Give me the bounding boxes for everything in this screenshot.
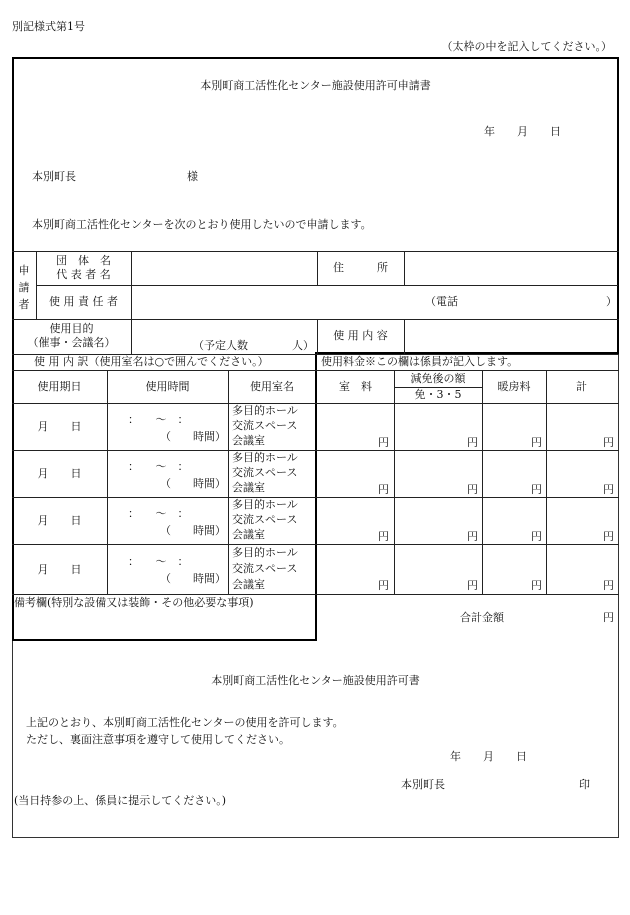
yen-unit: 円: [378, 579, 389, 592]
room-option[interactable]: 交流スペース: [232, 562, 298, 575]
col-heating: 暖房料: [497, 380, 531, 393]
purpose-label-line1: 使用目的: [49, 322, 94, 335]
yen-unit: 円: [378, 483, 389, 496]
honorific: 様: [187, 170, 198, 183]
col-discount-rate: 免・3・5: [414, 388, 462, 401]
remarks-label: 備考欄(特別な設備又は装飾・その他必要な事項): [14, 596, 254, 609]
responsible-person-field[interactable]: [132, 286, 617, 319]
row-date[interactable]: 月 日: [37, 563, 82, 576]
room-option[interactable]: 多目的ホール: [232, 498, 298, 511]
row-time[interactable]: ： ～ ：: [128, 413, 189, 426]
yen-unit: 円: [467, 530, 478, 543]
permit-text-line2: ただし、裏面注意事項を遵守して使用してください。: [26, 733, 290, 746]
yen-unit: 円: [378, 530, 389, 543]
yen-unit: 円: [603, 483, 614, 496]
room-option[interactable]: 会議室: [232, 528, 265, 541]
representative-label: 代 表 者 名: [56, 268, 111, 281]
room-option[interactable]: 交流スペース: [232, 513, 298, 526]
row-hours[interactable]: （ 時間）: [160, 430, 226, 443]
phone-close: ）: [606, 295, 617, 308]
responsible-person-label: 使 用 責 任 者: [49, 295, 118, 308]
yen-unit: 円: [531, 436, 542, 449]
permit-date: 年 月 日: [450, 750, 527, 763]
yen-unit: 円: [531, 483, 542, 496]
permit-text-line1: 上記のとおり、本別町商工活性化センターの使用を許可します。: [26, 716, 344, 729]
row-hours[interactable]: （ 時間）: [160, 572, 226, 585]
yen-unit: 円: [603, 530, 614, 543]
org-name-label: 団 体 名: [56, 254, 111, 267]
row-date[interactable]: 月 日: [37, 420, 82, 433]
room-option[interactable]: 交流スペース: [232, 419, 298, 432]
yen-unit: 円: [603, 579, 614, 592]
usage-content-label: 使 用 内 容: [333, 329, 388, 342]
col-room-fee: 室 料: [339, 380, 372, 393]
room-option[interactable]: 多目的ホール: [232, 546, 298, 559]
yen-unit: 円: [531, 579, 542, 592]
permit-issuer: 本別町長: [401, 778, 445, 791]
row-hours[interactable]: （ 時間）: [160, 477, 226, 490]
room-option[interactable]: 多目的ホール: [232, 404, 298, 417]
permit-title: 本別町商工活性化センター施設使用許可書: [211, 674, 420, 687]
grand-total-yen: 円: [603, 611, 614, 624]
form-number: 別記様式第1号: [12, 20, 85, 33]
address-label: 住 所: [333, 261, 388, 274]
room-option[interactable]: 交流スペース: [232, 466, 298, 479]
usage-breakdown-title: 使 用 内 訳（使用室名は○で囲んでください。）: [34, 355, 269, 368]
grand-total-label: 合計金額: [460, 611, 504, 624]
row-time[interactable]: ： ～ ：: [128, 555, 189, 568]
fill-instruction: （太枠の中を記入してください。）: [441, 40, 612, 53]
applicant-side-label: 申 請 者: [18, 264, 30, 311]
row-time[interactable]: ： ～ ：: [128, 460, 189, 473]
yen-unit: 円: [467, 436, 478, 449]
address-field[interactable]: [405, 252, 617, 285]
col-discount: 減免後の額: [410, 372, 466, 385]
row-time[interactable]: ： ～ ：: [128, 507, 189, 520]
yen-unit: 円: [378, 436, 389, 449]
application-title: 本別町商工活性化センター施設使用許可申請書: [200, 79, 431, 92]
room-option[interactable]: 会議室: [232, 434, 265, 447]
row-date[interactable]: 月 日: [37, 467, 82, 480]
room-option[interactable]: 会議室: [232, 578, 265, 591]
seal-mark: 印: [579, 778, 590, 791]
room-option[interactable]: 多目的ホール: [232, 451, 298, 464]
phone-open: （電話: [425, 295, 458, 308]
application-statement: 本別町商工活性化センターを次のとおり使用したいので申請します。: [32, 218, 372, 231]
room-option[interactable]: 会議室: [232, 481, 265, 494]
usage-content-field[interactable]: [405, 320, 617, 353]
expected-count: （予定人数 人）: [193, 339, 314, 352]
row-date[interactable]: 月 日: [37, 514, 82, 527]
remarks-field[interactable]: [14, 612, 314, 638]
col-time: 使用時間: [145, 380, 190, 393]
addressee: 本別町長: [32, 170, 76, 183]
col-period: 使用期日: [37, 380, 82, 393]
application-date: 年 月 日: [484, 125, 561, 138]
yen-unit: 円: [603, 436, 614, 449]
bring-notice: (当日持参の上、係員に提示してください。): [14, 794, 227, 807]
col-room: 使用室名: [250, 380, 294, 393]
yen-unit: 円: [467, 483, 478, 496]
yen-unit: 円: [531, 530, 542, 543]
col-total: 計: [576, 380, 587, 393]
row-hours[interactable]: （ 時間）: [160, 524, 226, 537]
org-representative-field[interactable]: [132, 252, 317, 285]
fee-title: 使用料金※この欄は係員が記入します。: [321, 355, 519, 368]
purpose-label-line2: （催事・会議名）: [27, 336, 116, 349]
yen-unit: 円: [467, 579, 478, 592]
